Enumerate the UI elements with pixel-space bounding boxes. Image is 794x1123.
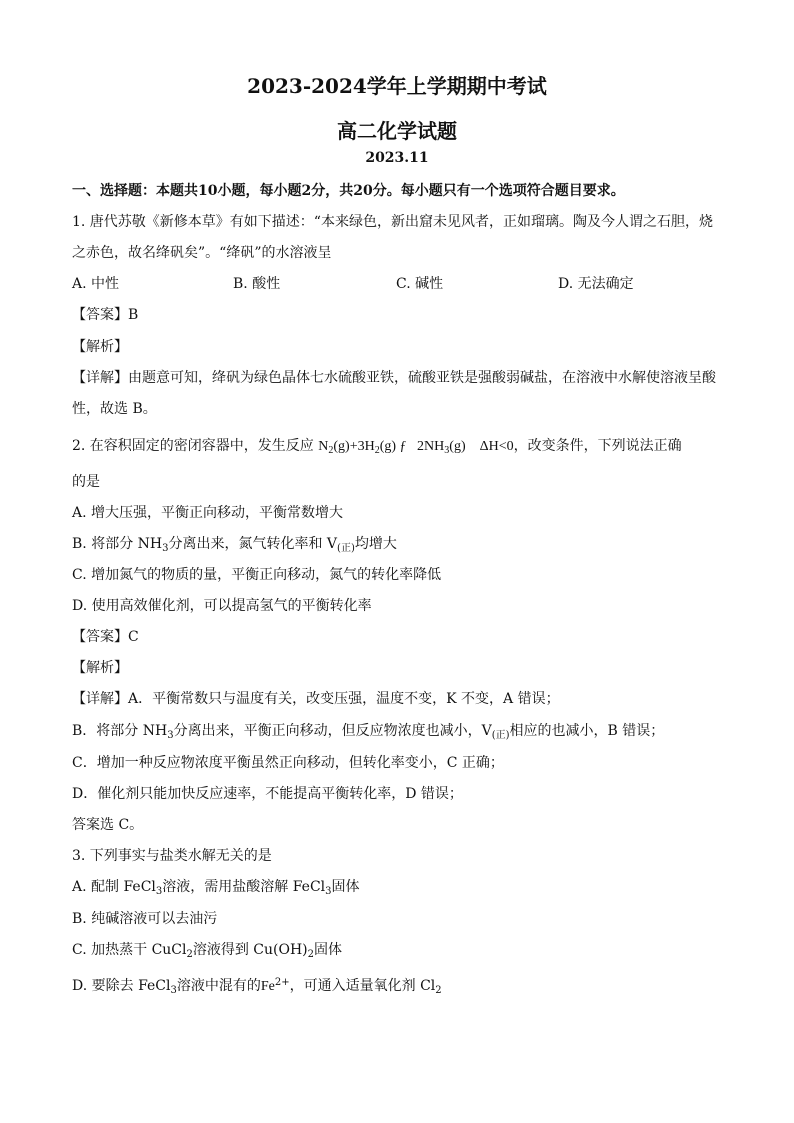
q3-optd-mid2: ，可通入适量氧化剂 Cl	[289, 978, 436, 994]
q2-optb-mid: 分离出来，氮气转化率和 V	[168, 536, 338, 552]
eq-n-sub: 2	[328, 445, 334, 456]
q3-optd-sup: 2+	[274, 977, 290, 988]
q2-stem-post: ，改变条件，下列说法正确	[513, 438, 682, 454]
q3-opta-sub1: 3	[155, 886, 163, 897]
q2-optb-pre: B. 将部分 NH	[72, 536, 163, 552]
q3-optc-sub2: 2	[307, 949, 315, 960]
q3-optc-mid: 溶液得到 Cu(OH)	[192, 942, 308, 958]
q2-option-b	[72, 534, 722, 554]
q3-optc-post: 固体	[314, 942, 343, 958]
q2-detail-c: C．增加一种反应物浓度平衡虽然正向移动，但转化率变小，C 正确；	[72, 755, 504, 771]
q2-detail-b-sub2: (正)	[491, 730, 510, 741]
exam-date: 2023.11	[365, 150, 429, 166]
q3-stem: 3. 下列事实与盐类水解无关的是	[72, 848, 272, 864]
q1-option-b: B. 酸性	[233, 276, 281, 292]
q3-opta-pre: A. 配制 FeCl	[72, 879, 156, 895]
eq-nh-sub: 3	[444, 445, 450, 456]
q2-conclusion: 答案选 C。	[72, 817, 144, 833]
q1-stem-line1: 1. 唐代苏敬《新修本草》有如下描述：“本来绿色，新出窟未见风者，正如瑠璃。陶及今人谓之石胆，烧	[72, 214, 713, 230]
q3-optd-sub2: 2	[435, 985, 442, 996]
q2-detail-b-pre: B．将部分 NH	[72, 723, 168, 739]
q3-option-d	[72, 976, 722, 997]
q3-optc-pre: C. 加热蒸干 CuCl	[72, 942, 187, 958]
q2-stem-pre: 2. 在容积固定的密闭容器中，发生反应	[72, 438, 319, 454]
q2-detail-b-sub1: 3	[167, 730, 174, 741]
q1-option-c: C. 碱性	[396, 276, 444, 292]
q2-answer: 【答案】C	[72, 629, 139, 645]
q2-equation	[318, 439, 513, 454]
q1-option-a: A. 中性	[72, 276, 120, 292]
q2-optb-sub1: 3	[162, 543, 169, 554]
q3-optd-sub1: 3	[170, 985, 177, 996]
eq-mid2: (g) ƒ 2NH	[379, 439, 445, 454]
q2-detail-b-mid: 分离出来，平衡正向移动，但反应物浓度也减小，V	[173, 723, 492, 739]
q1-option-d: D. 无法确定	[558, 276, 634, 292]
q2-detail-b	[72, 721, 722, 741]
q2-option-a: A. 增大压强，平衡正向移动，平衡常数增大	[72, 505, 344, 521]
q1-detail-line2: 性，故选 B。	[72, 401, 157, 417]
q1-analysis-label: 【解析】	[72, 339, 128, 355]
q2-option-d: D. 使用高效催化剂，可以提高氢气的平衡转化率	[72, 598, 372, 614]
q3-optd-pre: D. 要除去 FeCl	[72, 978, 171, 994]
eq-mid3: (g) ΔH<0	[449, 439, 514, 454]
q3-optd-fe: Fe	[260, 979, 275, 994]
q2-optb-sub2: (正)	[337, 543, 355, 554]
q3-option-c	[72, 940, 722, 960]
q2-analysis-label: 【解析】	[72, 660, 128, 676]
eq-mid1: (g)+3H	[333, 439, 375, 454]
q2-option-c: C. 增加氮气的物质的量，平衡正向移动，氮气的转化率降低	[72, 567, 442, 583]
q3-option-b: B. 纯碱溶液可以去油污	[72, 911, 218, 927]
q1-detail-line1: 【详解】由题意可知，绛矾为绿色晶体七水硫酸亚铁，硫酸亚铁是强酸弱碱盐，在溶液中水解使溶液呈酸	[72, 370, 716, 386]
q1-stem-line2: 之赤色，故名绛矾矣”。“绛矾”的水溶液呈	[72, 245, 332, 261]
q2-detail-b-post: 相应的也减小，B 错误；	[509, 723, 665, 739]
exam-title: 2023-2024学年上学期期中考试	[247, 74, 547, 98]
eq-n: N	[318, 439, 329, 454]
q3-opta-post: 固体	[331, 879, 360, 895]
q2-stem-line1	[72, 436, 722, 457]
q3-opta-mid: 溶液，需用盐酸溶解 FeCl	[162, 879, 326, 895]
q3-optd-mid: 溶液中混有的	[176, 978, 261, 994]
q3-optc-sub1: 2	[186, 949, 193, 960]
section-heading: 一、选择题：本题共10小题，每小题2分，共20分。每小题只有一个选项符合题目要求。	[72, 183, 625, 199]
q1-answer: 【答案】B	[72, 307, 139, 323]
q2-detail-d: D．催化剂只能加快反应速率，不能提高平衡转化率，D 错误；	[72, 786, 463, 802]
q2-detail-a: 【详解】A．平衡常数只与温度有关，改变压强，温度不变，K 不变，A 错误；	[72, 691, 560, 707]
exam-subtitle: 高二化学试题	[337, 119, 457, 143]
eq-h-sub: 2	[374, 445, 380, 456]
q2-stem-line2: 的是	[72, 474, 100, 490]
q3-option-a	[72, 877, 722, 897]
q3-opta-sub2: 3	[325, 886, 332, 897]
q2-optb-post: 均增大	[354, 536, 397, 552]
